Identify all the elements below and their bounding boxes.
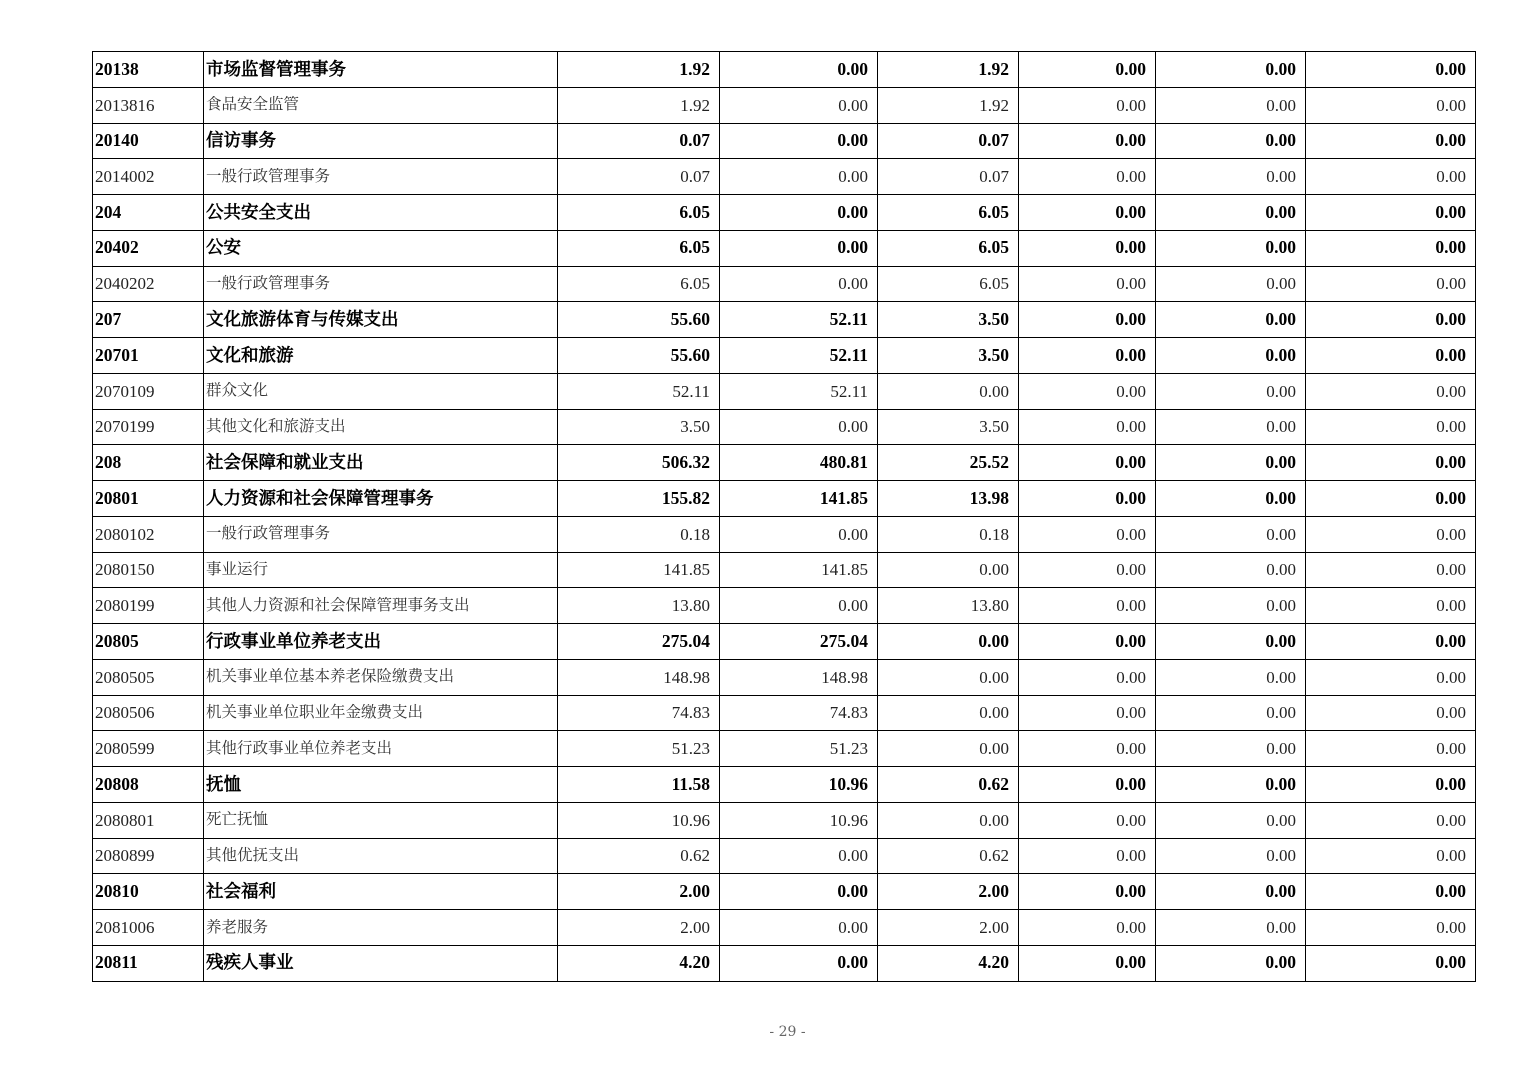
row-amount-total-cell: 148.98	[558, 659, 720, 695]
row-amount-col2-cell: 0.00	[720, 910, 878, 946]
row-amount-col6-cell: 0.00	[1306, 659, 1476, 695]
row-amount-col4-cell: 0.00	[1019, 624, 1156, 660]
row-amount-col4-cell: 0.00	[1019, 373, 1156, 409]
row-amount-col5-cell: 0.00	[1156, 802, 1306, 838]
row-amount-col2-cell: 0.00	[720, 516, 878, 552]
row-code-cell: 207	[93, 302, 204, 338]
row-amount-total-cell: 506.32	[558, 445, 720, 481]
row-amount-col5-cell: 0.00	[1156, 838, 1306, 874]
row-amount-col6-cell: 0.00	[1306, 373, 1476, 409]
row-amount-total-cell: 275.04	[558, 624, 720, 660]
row-amount-col2-cell: 0.00	[720, 87, 878, 123]
row-code-cell: 2080199	[93, 588, 204, 624]
row-amount-col6-cell: 0.00	[1306, 481, 1476, 517]
row-amount-col6-cell: 0.00	[1306, 588, 1476, 624]
row-amount-total-cell: 51.23	[558, 731, 720, 767]
row-name-cell: 食品安全监管	[204, 87, 558, 123]
row-name-cell: 文化旅游体育与传媒支出	[204, 302, 558, 338]
row-name-cell: 文化和旅游	[204, 338, 558, 374]
table-row	[93, 481, 1476, 517]
row-amount-col4-cell: 0.00	[1019, 87, 1156, 123]
row-code-cell: 2080599	[93, 731, 204, 767]
row-amount-total-cell: 6.05	[558, 230, 720, 266]
table-row	[93, 588, 1476, 624]
table-row	[93, 230, 1476, 266]
row-amount-total-cell: 6.05	[558, 266, 720, 302]
row-amount-col4-cell: 0.00	[1019, 159, 1156, 195]
row-name-cell: 人力资源和社会保障管理事务	[204, 481, 558, 517]
row-amount-col3-cell: 0.00	[878, 731, 1019, 767]
row-amount-col4-cell: 0.00	[1019, 516, 1156, 552]
row-name-cell: 一般行政管理事务	[204, 266, 558, 302]
row-name-cell: 一般行政管理事务	[204, 159, 558, 195]
row-amount-col3-cell: 0.00	[878, 624, 1019, 660]
row-amount-col5-cell: 0.00	[1156, 373, 1306, 409]
row-code-cell: 2080505	[93, 659, 204, 695]
row-code-cell: 20801	[93, 481, 204, 517]
row-amount-col4-cell: 0.00	[1019, 767, 1156, 803]
row-amount-total-cell: 0.07	[558, 123, 720, 159]
row-amount-col4-cell: 0.00	[1019, 588, 1156, 624]
row-amount-col3-cell: 3.50	[878, 302, 1019, 338]
row-amount-col2-cell: 52.11	[720, 338, 878, 374]
row-amount-col2-cell: 0.00	[720, 123, 878, 159]
row-amount-col2-cell: 0.00	[720, 838, 878, 874]
row-amount-col6-cell: 0.00	[1306, 624, 1476, 660]
table-row	[93, 159, 1476, 195]
table-row	[93, 624, 1476, 660]
row-amount-col2-cell: 0.00	[720, 874, 878, 910]
row-amount-total-cell: 1.92	[558, 52, 720, 88]
table-body	[93, 52, 1476, 982]
row-amount-col3-cell: 1.92	[878, 87, 1019, 123]
row-amount-col5-cell: 0.00	[1156, 445, 1306, 481]
row-amount-col4-cell: 0.00	[1019, 302, 1156, 338]
row-name-cell: 公安	[204, 230, 558, 266]
table-row	[93, 802, 1476, 838]
row-amount-col6-cell: 0.00	[1306, 910, 1476, 946]
row-name-cell: 事业运行	[204, 552, 558, 588]
row-amount-total-cell: 3.50	[558, 409, 720, 445]
row-name-cell: 其他文化和旅游支出	[204, 409, 558, 445]
row-amount-col3-cell: 4.20	[878, 945, 1019, 981]
row-code-cell: 2080801	[93, 802, 204, 838]
row-amount-col2-cell: 0.00	[720, 588, 878, 624]
row-amount-col4-cell: 0.00	[1019, 123, 1156, 159]
row-code-cell: 2080506	[93, 695, 204, 731]
row-name-cell: 机关事业单位基本养老保险缴费支出	[204, 659, 558, 695]
row-amount-col4-cell: 0.00	[1019, 338, 1156, 374]
row-amount-col4-cell: 0.00	[1019, 910, 1156, 946]
budget-table-container	[92, 51, 1475, 982]
row-amount-total-cell: 10.96	[558, 802, 720, 838]
row-code-cell: 20402	[93, 230, 204, 266]
row-amount-col5-cell: 0.00	[1156, 338, 1306, 374]
row-amount-total-cell: 2.00	[558, 874, 720, 910]
row-amount-total-cell: 2.00	[558, 910, 720, 946]
row-amount-col4-cell: 0.00	[1019, 552, 1156, 588]
row-code-cell: 20701	[93, 338, 204, 374]
row-amount-col5-cell: 0.00	[1156, 695, 1306, 731]
row-amount-col2-cell: 0.00	[720, 266, 878, 302]
table-row	[93, 445, 1476, 481]
row-amount-col5-cell: 0.00	[1156, 731, 1306, 767]
row-name-cell: 抚恤	[204, 767, 558, 803]
row-amount-col3-cell: 2.00	[878, 910, 1019, 946]
row-amount-col2-cell: 480.81	[720, 445, 878, 481]
row-code-cell: 20140	[93, 123, 204, 159]
row-code-cell: 2081006	[93, 910, 204, 946]
row-name-cell: 信访事务	[204, 123, 558, 159]
row-amount-col3-cell: 0.00	[878, 373, 1019, 409]
row-amount-col4-cell: 0.00	[1019, 230, 1156, 266]
row-amount-col3-cell: 0.18	[878, 516, 1019, 552]
budget-table	[92, 51, 1476, 982]
row-amount-col2-cell: 141.85	[720, 481, 878, 517]
row-amount-col6-cell: 0.00	[1306, 159, 1476, 195]
row-amount-col5-cell: 0.00	[1156, 266, 1306, 302]
row-code-cell: 20808	[93, 767, 204, 803]
row-name-cell: 其他行政事业单位养老支出	[204, 731, 558, 767]
row-amount-col6-cell: 0.00	[1306, 123, 1476, 159]
row-amount-col5-cell: 0.00	[1156, 874, 1306, 910]
row-amount-col6-cell: 0.00	[1306, 838, 1476, 874]
row-code-cell: 2080102	[93, 516, 204, 552]
row-amount-col2-cell: 141.85	[720, 552, 878, 588]
row-code-cell: 2080899	[93, 838, 204, 874]
row-amount-col5-cell: 0.00	[1156, 552, 1306, 588]
table-row	[93, 945, 1476, 981]
row-amount-col5-cell: 0.00	[1156, 516, 1306, 552]
table-row	[93, 910, 1476, 946]
table-row	[93, 266, 1476, 302]
row-amount-col6-cell: 0.00	[1306, 552, 1476, 588]
table-row	[93, 695, 1476, 731]
row-amount-total-cell: 74.83	[558, 695, 720, 731]
row-amount-total-cell: 141.85	[558, 552, 720, 588]
row-amount-col2-cell: 275.04	[720, 624, 878, 660]
row-amount-total-cell: 11.58	[558, 767, 720, 803]
row-amount-col6-cell: 0.00	[1306, 302, 1476, 338]
row-amount-col3-cell: 0.62	[878, 767, 1019, 803]
table-row	[93, 767, 1476, 803]
row-amount-col5-cell: 0.00	[1156, 409, 1306, 445]
row-amount-col6-cell: 0.00	[1306, 266, 1476, 302]
row-amount-col5-cell: 0.00	[1156, 767, 1306, 803]
row-amount-col2-cell: 0.00	[720, 409, 878, 445]
row-amount-col2-cell: 0.00	[720, 945, 878, 981]
row-amount-col2-cell: 148.98	[720, 659, 878, 695]
table-row	[93, 123, 1476, 159]
row-amount-col3-cell: 0.00	[878, 659, 1019, 695]
row-amount-col5-cell: 0.00	[1156, 659, 1306, 695]
row-amount-col5-cell: 0.00	[1156, 481, 1306, 517]
row-amount-col4-cell: 0.00	[1019, 266, 1156, 302]
row-amount-col6-cell: 0.00	[1306, 767, 1476, 803]
row-name-cell: 社会保障和就业支出	[204, 445, 558, 481]
row-amount-col5-cell: 0.00	[1156, 195, 1306, 231]
row-amount-col5-cell: 0.00	[1156, 945, 1306, 981]
row-amount-col3-cell: 6.05	[878, 230, 1019, 266]
table-row	[93, 659, 1476, 695]
row-name-cell: 公共安全支出	[204, 195, 558, 231]
row-amount-col4-cell: 0.00	[1019, 445, 1156, 481]
row-amount-col2-cell: 52.11	[720, 302, 878, 338]
row-amount-col3-cell: 3.50	[878, 409, 1019, 445]
row-name-cell: 一般行政管理事务	[204, 516, 558, 552]
table-row	[93, 87, 1476, 123]
row-code-cell: 2080150	[93, 552, 204, 588]
row-amount-col3-cell: 2.00	[878, 874, 1019, 910]
row-amount-total-cell: 155.82	[558, 481, 720, 517]
row-amount-col6-cell: 0.00	[1306, 516, 1476, 552]
row-amount-total-cell: 55.60	[558, 338, 720, 374]
row-amount-col2-cell: 51.23	[720, 731, 878, 767]
row-amount-total-cell: 0.62	[558, 838, 720, 874]
row-name-cell: 市场监督管理事务	[204, 52, 558, 88]
row-amount-col6-cell: 0.00	[1306, 945, 1476, 981]
row-amount-col6-cell: 0.00	[1306, 338, 1476, 374]
row-name-cell: 机关事业单位职业年金缴费支出	[204, 695, 558, 731]
table-row	[93, 838, 1476, 874]
row-amount-col3-cell: 6.05	[878, 195, 1019, 231]
row-amount-col5-cell: 0.00	[1156, 230, 1306, 266]
row-amount-col6-cell: 0.00	[1306, 695, 1476, 731]
row-amount-col2-cell: 10.96	[720, 767, 878, 803]
row-amount-total-cell: 0.18	[558, 516, 720, 552]
row-amount-col4-cell: 0.00	[1019, 481, 1156, 517]
row-amount-total-cell: 52.11	[558, 373, 720, 409]
row-amount-col5-cell: 0.00	[1156, 302, 1306, 338]
row-amount-col5-cell: 0.00	[1156, 52, 1306, 88]
row-amount-col3-cell: 13.98	[878, 481, 1019, 517]
row-amount-col6-cell: 0.00	[1306, 87, 1476, 123]
row-name-cell: 行政事业单位养老支出	[204, 624, 558, 660]
row-amount-col4-cell: 0.00	[1019, 838, 1156, 874]
row-amount-col4-cell: 0.00	[1019, 731, 1156, 767]
table-row	[93, 874, 1476, 910]
row-amount-col3-cell: 13.80	[878, 588, 1019, 624]
row-name-cell: 残疾人事业	[204, 945, 558, 981]
row-name-cell: 其他优抚支出	[204, 838, 558, 874]
row-amount-col3-cell: 0.07	[878, 123, 1019, 159]
row-amount-col6-cell: 0.00	[1306, 802, 1476, 838]
row-name-cell: 死亡抚恤	[204, 802, 558, 838]
table-row	[93, 52, 1476, 88]
page-number: - 29 -	[769, 1024, 806, 1040]
row-name-cell: 养老服务	[204, 910, 558, 946]
row-amount-col2-cell: 74.83	[720, 695, 878, 731]
row-amount-col2-cell: 0.00	[720, 159, 878, 195]
row-amount-total-cell: 13.80	[558, 588, 720, 624]
row-amount-col2-cell: 0.00	[720, 195, 878, 231]
row-code-cell: 20805	[93, 624, 204, 660]
row-amount-total-cell: 4.20	[558, 945, 720, 981]
row-code-cell: 2013816	[93, 87, 204, 123]
row-amount-col4-cell: 0.00	[1019, 802, 1156, 838]
row-amount-col3-cell: 0.00	[878, 552, 1019, 588]
table-row	[93, 409, 1476, 445]
row-code-cell: 204	[93, 195, 204, 231]
row-amount-col2-cell: 10.96	[720, 802, 878, 838]
table-row	[93, 195, 1476, 231]
row-amount-col5-cell: 0.00	[1156, 588, 1306, 624]
row-code-cell: 2070109	[93, 373, 204, 409]
row-name-cell: 群众文化	[204, 373, 558, 409]
table-row	[93, 302, 1476, 338]
row-code-cell: 20138	[93, 52, 204, 88]
row-amount-total-cell: 0.07	[558, 159, 720, 195]
row-amount-col4-cell: 0.00	[1019, 52, 1156, 88]
row-amount-col3-cell: 6.05	[878, 266, 1019, 302]
row-amount-col6-cell: 0.00	[1306, 52, 1476, 88]
row-amount-col5-cell: 0.00	[1156, 624, 1306, 660]
row-amount-col3-cell: 25.52	[878, 445, 1019, 481]
row-amount-col5-cell: 0.00	[1156, 159, 1306, 195]
row-amount-total-cell: 55.60	[558, 302, 720, 338]
row-code-cell: 20811	[93, 945, 204, 981]
row-amount-col2-cell: 0.00	[720, 52, 878, 88]
row-code-cell: 2040202	[93, 266, 204, 302]
row-amount-col2-cell: 0.00	[720, 230, 878, 266]
row-amount-total-cell: 1.92	[558, 87, 720, 123]
row-amount-col4-cell: 0.00	[1019, 195, 1156, 231]
row-amount-col4-cell: 0.00	[1019, 874, 1156, 910]
row-amount-col4-cell: 0.00	[1019, 659, 1156, 695]
row-amount-total-cell: 6.05	[558, 195, 720, 231]
row-amount-col6-cell: 0.00	[1306, 731, 1476, 767]
row-amount-col5-cell: 0.00	[1156, 910, 1306, 946]
row-code-cell: 208	[93, 445, 204, 481]
row-code-cell: 20810	[93, 874, 204, 910]
row-amount-col3-cell: 3.50	[878, 338, 1019, 374]
table-row	[93, 373, 1476, 409]
table-row	[93, 338, 1476, 374]
row-amount-col3-cell: 1.92	[878, 52, 1019, 88]
row-amount-col5-cell: 0.00	[1156, 87, 1306, 123]
table-row	[93, 516, 1476, 552]
row-amount-col4-cell: 0.00	[1019, 945, 1156, 981]
table-row	[93, 552, 1476, 588]
row-amount-col6-cell: 0.00	[1306, 230, 1476, 266]
row-name-cell: 社会福利	[204, 874, 558, 910]
row-code-cell: 2014002	[93, 159, 204, 195]
row-amount-col5-cell: 0.00	[1156, 123, 1306, 159]
row-amount-col6-cell: 0.00	[1306, 874, 1476, 910]
row-amount-col6-cell: 0.00	[1306, 409, 1476, 445]
row-amount-col3-cell: 0.62	[878, 838, 1019, 874]
row-amount-col3-cell: 0.07	[878, 159, 1019, 195]
row-code-cell: 2070199	[93, 409, 204, 445]
row-amount-col3-cell: 0.00	[878, 802, 1019, 838]
row-amount-col2-cell: 52.11	[720, 373, 878, 409]
row-amount-col4-cell: 0.00	[1019, 695, 1156, 731]
row-amount-col6-cell: 0.00	[1306, 195, 1476, 231]
table-row	[93, 731, 1476, 767]
row-amount-col4-cell: 0.00	[1019, 409, 1156, 445]
row-amount-col3-cell: 0.00	[878, 695, 1019, 731]
row-amount-col6-cell: 0.00	[1306, 445, 1476, 481]
row-name-cell: 其他人力资源和社会保障管理事务支出	[204, 588, 558, 624]
